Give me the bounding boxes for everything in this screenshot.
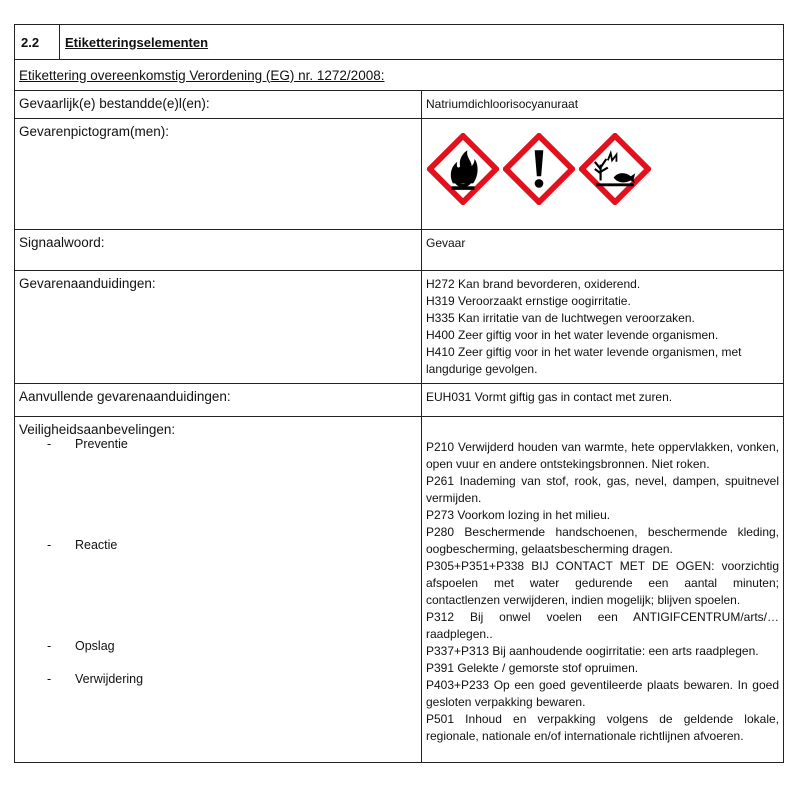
hazardous-components-row: [15, 91, 784, 119]
signal-word-value: Gevaar: [422, 230, 784, 271]
supplemental-label: Aanvullende gevarenaanduidingen:: [15, 384, 422, 417]
group-prevention-label: - Preventie: [47, 437, 128, 451]
precautionary-statement: P501 Inhoud en verpakking volgens de geldende lokale, regionale, nationale en/of internationale richtlijnen afvoeren.: [426, 712, 779, 743]
hazard-statement: H272 Kan brand bevorderen, oxiderend.: [426, 277, 641, 291]
group-response-label: - Reactie: [47, 538, 118, 552]
supplemental-value: EUH031 Vormt giftig gas in contact met zuren.: [422, 384, 784, 417]
group-disposal-label: - Verwijdering: [47, 672, 144, 686]
hazard-statement: H410 Zeer giftig voor in het water levende organismen, met langdurige gevolgen.: [426, 345, 742, 376]
pictograms-label: Gevarenpictogram(men):: [15, 119, 422, 230]
precautionary-statement: P305+P351+P338 BIJ CONTACT MET DE OGEN: voorzichtig afspoelen met water gedurende een aantal minuten; contactlenzen verwijderen, indien mogelijk; blijven spoelen.: [426, 559, 779, 607]
precautionary-cell: [15, 417, 422, 763]
precautionary-statement: P312 Bij onwel voelen een ANTIGIFCENTRUM/arts/… raadplegen..: [426, 610, 779, 641]
precautionary-statement: P273 Voorkom lozing in het milieu.: [426, 508, 611, 522]
exclamation-mark-icon: [503, 133, 575, 205]
precautionary-statement: P261 Inademing van stof, rook, gas, nevel, dampen, spuitnevel vermijden.: [426, 474, 779, 505]
precautionary-statement: P210 Verwijderd houden van warmte, hete oppervlakken, vonken, open vuur en andere ontstekingsbronnen. Niet roken.: [426, 440, 779, 471]
pictograms-cell: [422, 119, 784, 230]
group-storage-label: - Opslag: [47, 639, 115, 653]
precautionary-row: [15, 417, 784, 763]
flame-over-circle-icon: [427, 133, 499, 205]
precautionary-statement: P337+P313 Bij aanhoudende oogirritatie: een arts raadplegen.: [426, 644, 759, 658]
section-title: Etiketteringselementen: [60, 25, 784, 60]
precautionary-statement: P280 Beschermende handschoenen, beschermende kleding, oogbescherming, gelaatsbescherming dragen.: [426, 525, 779, 556]
hazardous-components-label: Gevaarlijk(e) bestandde(e)l(en):: [15, 91, 422, 119]
regulation-row: [15, 60, 784, 91]
precautionary-label: Veiligheidsaanbevelingen:: [19, 422, 176, 437]
section-header-row: [15, 25, 784, 60]
environment-icon: [579, 133, 651, 205]
signal-word-row: [15, 230, 784, 271]
section-number: 2.2: [15, 25, 60, 60]
signal-word-label: Signaalwoord:: [15, 230, 422, 271]
label-elements-table: [14, 24, 784, 763]
precautionary-statements: [422, 417, 784, 763]
hazard-statements-list: [422, 271, 784, 384]
supplemental-row: [15, 384, 784, 417]
label-elements-section: [14, 24, 784, 763]
hazard-statements-label: Gevarenaanduidingen:: [15, 271, 422, 384]
precautionary-statement: P403+P233 Op een goed geventileerde plaats bewaren. In goed gesloten verpakking bewaren.: [426, 678, 779, 709]
precautionary-statement: P391 Gelekte / gemorste stof opruimen.: [426, 661, 639, 675]
hazard-statement: H335 Kan irritatie van de luchtwegen veroorzaken.: [426, 311, 695, 325]
hazard-statements-row: [15, 271, 784, 384]
pictograms-row: [15, 119, 784, 230]
hazard-statement: H400 Zeer giftig voor in het water levende organismen.: [426, 328, 719, 342]
hazard-statement: H319 Veroorzaakt ernstige oogirritatie.: [426, 294, 631, 308]
hazardous-components-value: Natriumdichloorisocyanuraat: [422, 91, 784, 119]
regulation-heading: Etikettering overeenkomstig Verordening (EG) nr. 1272/2008:: [15, 60, 784, 91]
